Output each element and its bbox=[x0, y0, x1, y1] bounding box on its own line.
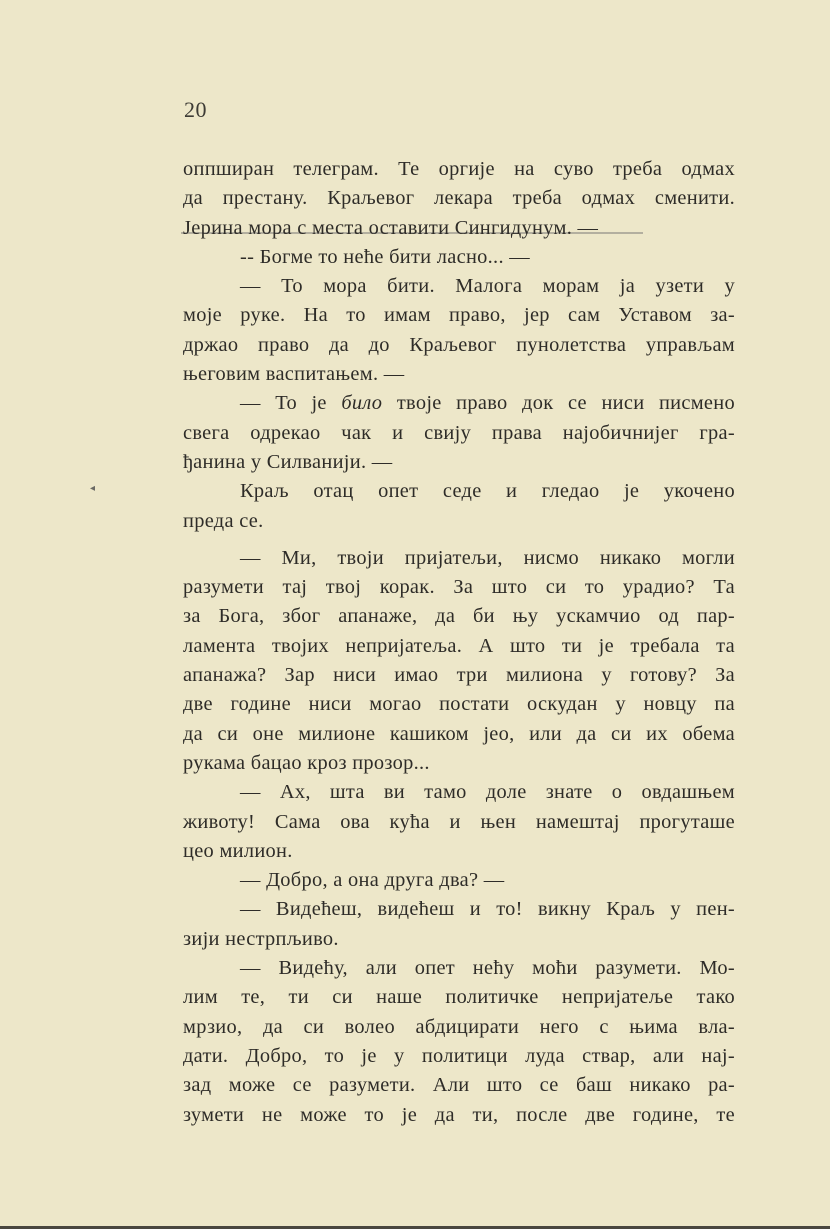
text-line bbox=[183, 360, 735, 389]
text-line bbox=[183, 720, 735, 749]
text-span: за Бога, због апанаже, да би њу ускамчио од пар- bbox=[183, 605, 735, 628]
text-span: ђанина у Силванији. — bbox=[183, 450, 393, 473]
text-line bbox=[183, 749, 735, 778]
text-line bbox=[183, 544, 735, 573]
text-line bbox=[183, 1013, 735, 1042]
text-span: дати. Добро, то је у политици луда ствар, али нај- bbox=[183, 1044, 735, 1067]
text-line bbox=[183, 507, 735, 536]
text-line bbox=[183, 214, 735, 243]
text-line bbox=[183, 448, 735, 477]
text-line bbox=[183, 155, 735, 184]
text-span: — Видећу, али опет нећу моћи разумети. Мо- bbox=[240, 957, 735, 980]
text-span: лим те, ти си наше политичке непријатеље тако bbox=[183, 986, 735, 1009]
text-line bbox=[183, 954, 735, 983]
text-span: — Ах, шта ви тамо доле знате о овдашњем bbox=[240, 781, 735, 804]
text-line bbox=[183, 895, 735, 924]
text-line bbox=[183, 331, 735, 360]
text-line bbox=[183, 184, 735, 213]
text-line bbox=[183, 808, 735, 837]
body-text bbox=[183, 155, 735, 1130]
text-span: — Ми, твоји пријатељи, нисмо никако могли bbox=[240, 546, 735, 569]
text-line bbox=[183, 632, 735, 661]
text-span: апанажа? Зар ниси имао три милиона у готову? За bbox=[183, 664, 735, 687]
text-line bbox=[183, 419, 735, 448]
text-span: -- Богме то неће бити ласно... — bbox=[240, 245, 530, 268]
text-line bbox=[183, 661, 735, 690]
text-line bbox=[183, 477, 735, 506]
text-line bbox=[183, 983, 735, 1012]
italic-word: било bbox=[341, 392, 383, 415]
margin-arrow-icon: ◂ bbox=[90, 483, 96, 494]
text-span: разумети тај твој корак. За што си то урадио? Та bbox=[183, 576, 735, 599]
text-line bbox=[183, 1042, 735, 1071]
text-line bbox=[183, 837, 735, 866]
text-span: Краљ отац опет седе и гледао је укочено bbox=[240, 480, 735, 503]
text-span: Јерина мора с места оставити Сингидунум. — bbox=[183, 216, 599, 239]
text-line bbox=[183, 301, 735, 330]
text-line bbox=[183, 1071, 735, 1100]
text-span: твоје право док се ниси писмено bbox=[382, 392, 735, 415]
text-span: — То мора бити. Малога морам ја узети у bbox=[240, 275, 735, 298]
text-line bbox=[183, 602, 735, 631]
text-line bbox=[183, 389, 735, 418]
paragraph-gap bbox=[183, 536, 735, 544]
text-span: да престану. Краљевог лекара треба одмах сменити. bbox=[183, 187, 735, 210]
page-number: 20 bbox=[184, 97, 207, 122]
text-line bbox=[183, 925, 735, 954]
text-span: оппширан телеграм. Те оргије на суво треба одмах bbox=[183, 158, 735, 180]
text-span: преда се. bbox=[183, 509, 264, 532]
text-span: зији нестрпљиво. bbox=[183, 927, 339, 950]
text-span: животу! Сама ова кућа и њен намештај прогуташе bbox=[183, 810, 735, 833]
text-span: свега одрекао чак и свију права најобичнијег гра- bbox=[183, 421, 735, 444]
text-line bbox=[183, 243, 735, 272]
text-span: — Видећеш, видећеш и то! викну Краљ у пен- bbox=[240, 898, 735, 921]
text-span: — Добро, а она друга два? — bbox=[240, 869, 505, 892]
text-line bbox=[183, 1101, 735, 1130]
text-span: његовим васпитањем. — bbox=[183, 363, 405, 386]
text-span: да си оне милионе кашиком јео, или да си их обема bbox=[183, 722, 735, 745]
text-span: зумети не може то је да ти, после две године, те bbox=[183, 1103, 735, 1126]
text-span: цео милион. bbox=[183, 839, 293, 862]
text-span: моје руке. На то имам право, јер сам Уставом за- bbox=[183, 304, 735, 327]
text-span: зад може се разумети. Али што се баш никако ра- bbox=[183, 1074, 735, 1097]
text-line bbox=[183, 866, 735, 895]
text-span: две године ниси могао постати оскудан у новцу па bbox=[183, 693, 735, 716]
text-span: држао право да до Краљевог пунолетства управљам bbox=[183, 333, 735, 356]
text-span: рукама бацао кроз прозор... bbox=[183, 751, 430, 774]
text-line bbox=[183, 690, 735, 719]
text-line bbox=[183, 778, 735, 807]
text-span: мрзио, да си волео абдицирати него с њима вла- bbox=[183, 1015, 735, 1038]
text-span: ламента твојих непријатеља. А што ти је требала та bbox=[183, 634, 735, 657]
text-span: — То је bbox=[240, 392, 342, 415]
text-line bbox=[183, 272, 735, 301]
text-line bbox=[183, 573, 735, 602]
